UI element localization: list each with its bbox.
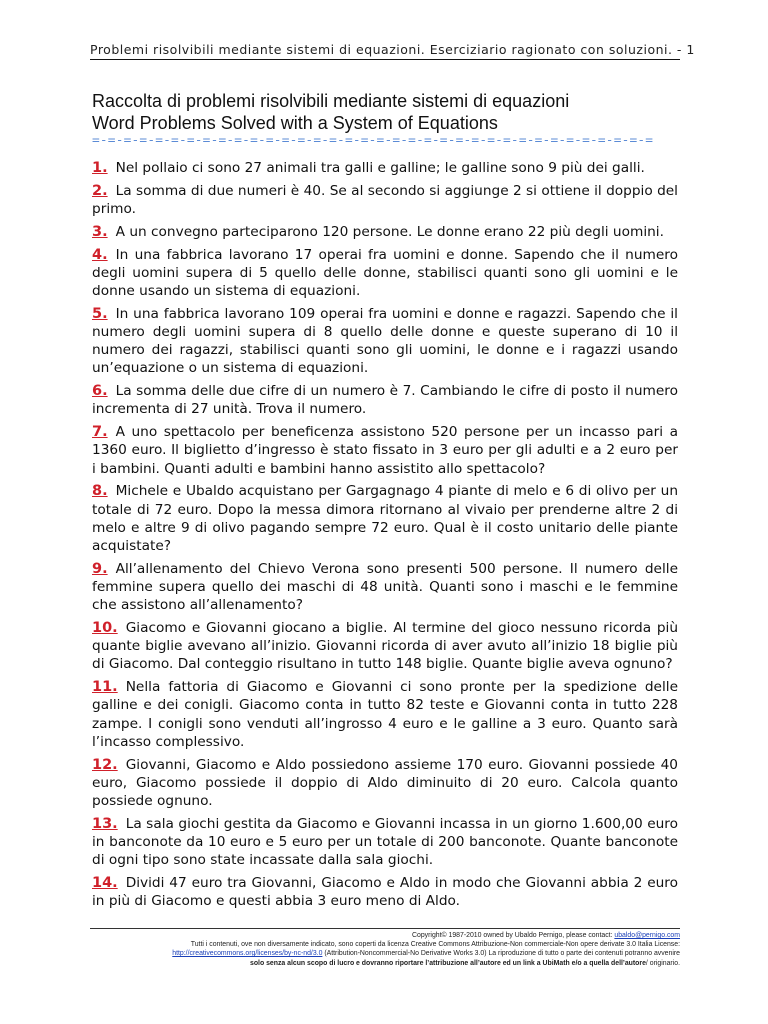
footer-copyright: Copyright© 1987-2010 owned by Ubaldo Pernigo, please contact: [412,932,615,939]
title-separator: =-=-=-=-=-=-=-=-=-=-=-=-=-=-=-=-=-=-=-=-=-=-=-=-=-=-=-=-=-=-=-=-=-=-=-= [92,133,654,148]
problem-text: La sala giochi gestita da Giacomo e Giovanni incassa in un giorno 1.600,00 euro in banconote da 10 euro e 5 euro per un totale di 200 banconote. Quante banconote di ogni tipo sono state incassate dalla sala giochi. [92,815,678,869]
problem-item [92,223,678,241]
footer-last-line [90,959,680,968]
footer-copyright-line [90,931,680,940]
problem-text: Michele e Ubaldo acquistano per Gargagnago 4 piante di melo e 6 di olivo per un totale di 72 euro. Dopo la messa dimora ritornano al vivaio per prenderne altre 2 di melo e altre 9 di olivo pagando sempre 72 euro. Qual è il costo unitario delle piante acquistate? [92,483,678,555]
problem-number: 5. [92,305,108,322]
problem-item [92,756,678,811]
problem-number: 9. [92,560,108,577]
problem-item [92,678,678,751]
problem-item [92,423,678,478]
footer-attribution: solo senza alcun scopo di lucro e dovranno riportare l’attribuzione all’autore ed un link a UbiMath e/o a quella dell’autore [250,959,646,967]
footer-rule [90,928,680,929]
problem-item [92,815,678,870]
problem-text: Giacomo e Giovanni giocano a biglie. Al termine del gioco nessuno ricorda più quante biglie avevano all’inizio. Giovanni ricorda di aver avuto all’inizio 18 biglie più di Giacomo. Dal conteggio risultano in tutto 148 biglie. Quante biglie aveva ognuno? [92,620,678,673]
running-header: Problemi risolvibili mediante sistemi di equazioni. Eserciziario ragionato con soluzioni. - 1 [90,42,695,57]
footer-license-rest: (Attribution-Noncommercial-No Derivative Works 3.0) La riproduzione di tutto o parte dei contenuti potranno avvenire [322,950,680,958]
problem-text: La somma di due numeri è 40. Se al secondo si aggiunge 2 si ottiene il doppio del primo. [92,182,678,217]
problem-item [92,482,678,555]
problem-number: 12. [92,756,118,773]
problem-item [92,874,678,910]
problem-item [92,560,678,615]
problem-item [92,246,678,301]
problem-text: La somma delle due cifre di un numero è 7. Cambiando le cifre di posto il numero incrementa di 27 unità. Trova il numero. [92,383,678,418]
problem-item [92,305,678,378]
header-rule [90,59,680,60]
problem-item [92,382,678,418]
problem-item [92,619,678,674]
title-italian: Raccolta di problemi risolvibili mediante sistemi di equazioni [92,91,570,111]
problem-number: 4. [92,246,108,263]
title-english: Word Problems Solved with a System of Equations [92,113,498,133]
problem-number: 14. [92,875,118,892]
page-footer [90,931,680,968]
problem-number: 2. [92,182,108,199]
problem-item [92,182,678,218]
problem-text: Dividi 47 euro tra Giovanni, Giacomo e Aldo in modo che Giovanni abbia 2 euro in più di Giacomo e questi abbia 3 euro meno di Aldo. [92,875,678,910]
problem-number: 11. [92,679,118,696]
problem-text: In una fabbrica lavorano 109 operai fra uomini e donne e ragazzi. Sapendo che il numero degli uomini supera di 8 quello delle donne e queste superano di 10 il numero dei ragazzi, stabilisci quanti sono gli uomini, le donne e i ragazzi usando un’equazione o un sistema di equazioni. [92,305,678,377]
problem-text: A un convegno parteciparono 120 persone. Le donne erano 22 più degli uomini. [115,223,664,240]
document-title [92,90,692,134]
contact-email-link[interactable]: ubaldo@pernigo.com [614,932,680,939]
problem-text: Nel pollaio ci sono 27 animali tra galli e galline; le galline sono 9 più dei galli. [115,160,645,176]
problem-text: In una fabbrica lavorano 17 operai fra uomini e donne. Sapendo che il numero degli uomini supera di 5 quello delle donne, stabilisci quanti sono gli uomini e le donne usando un sistema di equazioni. [92,246,678,299]
problem-number: 13. [92,815,118,832]
footer-attribution-end: / originario. [645,959,680,967]
footer-license-url-line [90,949,680,958]
problem-text: All’allenamento del Chievo Verona sono presenti 500 persone. Il numero delle femmine supera quello dei maschi di 48 unità. Quanti sono i maschi e le femmine che assistono all’allenamento? [92,560,678,614]
problem-number: 7. [92,424,108,441]
problem-text: Nella fattoria di Giacomo e Giovanni ci sono pronte per la spedizione delle galline e dei conigli. Giacomo conta in tutto 82 teste e Giovanni conta in tutto 228 zampe. I conigli sono venduti all’ingrosso 4 euro e le galline a 3 euro. Quanto sarà l’incasso complessivo. [92,679,678,750]
problem-text: A uno spettacolo per beneficenza assistono 520 persone per un incasso pari a 1360 euro. Il biglietto d’ingresso è stato fissato in 3 euro per gli adulti e a 2 euro per i bambini. Quanti adulti e bambini hanno assistito allo spettacolo? [92,424,678,477]
license-url-link[interactable]: http://creativecommons.org/licenses/by-nc-nd/3.0 [172,950,323,958]
problem-number: 6. [92,383,108,400]
problem-text: Giovanni, Giacomo e Aldo possiedono assieme 170 euro. Giovanni possiede 40 euro, Giacomo possiede il doppio di Aldo diminuito di 20 euro. Calcola quanto possiede ognuno. [92,756,678,810]
problem-number: 1. [92,160,108,176]
problem-number: 3. [92,223,108,240]
problem-list [92,159,678,915]
problem-number: 8. [92,483,108,500]
footer-license-line: Tutti i contenuti, ove non diversamente indicato, sono coperti da licenza Creative Commons Attribuzione-Non commerciale-Non opere derivate 3.0 Italia License: [190,941,680,949]
problem-number: 10. [92,620,118,637]
problem-item [92,159,678,177]
